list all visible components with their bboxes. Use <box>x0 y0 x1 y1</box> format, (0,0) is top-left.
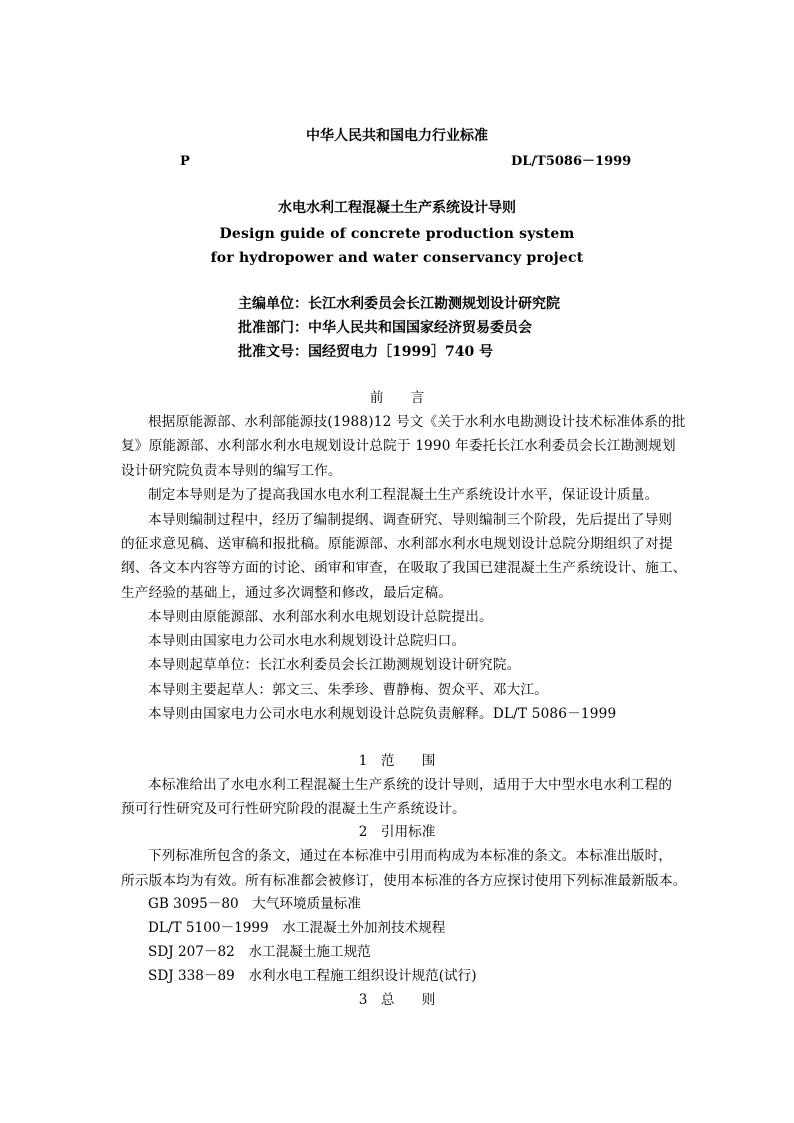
document-title-en-line2: for hydropower and water conservancy project <box>210 250 584 266</box>
foreword-paragraph-3-line-1: 本导则编制过程中，经历了编制提纲、调查研究、导则编制三个阶段，先后提出了导则 <box>148 512 673 528</box>
foreword-paragraph-5: 本导则由国家电力公司水电水利规划设计总院归口。 <box>148 633 466 649</box>
foreword-paragraph-7: 本导则主要起草人：郭文三、朱季珍、曹静梅、贺众平、邓大江。 <box>148 682 549 698</box>
foreword-paragraph-3-line-4: 生产经验的基础上，通过多次调整和修改，最后定稿。 <box>121 585 453 601</box>
reference-item: SDJ 338－89 水利水电工程施工组织设计规范(试行) <box>148 968 477 984</box>
foreword-heading: 前 言 <box>369 390 425 406</box>
reference-item: DL/T 5100－1999 水工混凝土外加剂技术规程 <box>148 920 446 936</box>
foreword-paragraph-1-line-1: 根据原能源部、水利部能源技(1988)12 号文《关于水利水电勘测设计技术标准体系的批 <box>148 414 686 430</box>
foreword-paragraph-1-line-2: 复》原能源部、水利部水利水电规划设计总院于 1990 年委托长江水利委员会长江勘测规划 <box>121 438 676 454</box>
foreword-paragraph-2: 制定本导则是为了提高我国水电水利工程混凝土生产系统设计水平，保证设计质量。 <box>148 487 659 503</box>
foreword-paragraph-6: 本导则起草单位：长江水利委员会长江勘测规划设计研究院。 <box>148 657 521 673</box>
section-3-heading: 3 总 则 <box>358 992 436 1008</box>
standard-number: DL/T5086－1999 <box>511 154 632 169</box>
reference-item: SDJ 207－82 水工混凝土施工规范 <box>148 944 371 960</box>
section-1-heading: 1 范 围 <box>358 753 436 769</box>
classification-code: P <box>180 154 190 169</box>
section-1-line-1: 本标准给出了水电水利工程混凝土生产系统的设计导则，适用于大中型水电水利工程的 <box>148 777 673 793</box>
foreword-paragraph-3-line-3: 纲、各文本内容等方面的讨论、函审和审查，在吸取了我国已建混凝土生产系统设计、施工、 <box>121 560 687 576</box>
foreword-paragraph-3-line-2: 的征求意见稿、送审稿和报批稿。原能源部、水利部水利水电规划设计总院分期组织了对提 <box>121 536 673 552</box>
foreword-paragraph-8: 本导则由国家电力公司水电水利规划设计总院负责解释。DL/T 5086－1999 <box>148 706 617 722</box>
editor-unit: 主编单位：长江水利委员会长江勘测规划设计研究院 <box>238 296 560 312</box>
section-1-line-2: 预可行性研究及可行性研究阶段的混凝土生产系统设计。 <box>121 801 466 817</box>
reference-item: GB 3095－80 大气环境质量标准 <box>148 896 361 912</box>
document-title-en-line1: Design guide of concrete production system <box>219 226 575 242</box>
section-2-line-2: 所示版本均为有效。所有标准都会被修订，使用本标准的各方应探讨使用下列标准最新版本。 <box>121 873 687 889</box>
approval-department: 批准部门：中华人民共和国国家经济贸易委员会 <box>238 320 532 336</box>
standard-category-title: 中华人民共和国电力行业标准 <box>306 128 488 144</box>
foreword-paragraph-1-line-3: 设计研究院负责本导则的编写工作。 <box>121 463 342 479</box>
approval-document-number: 批准文号：国经贸电力［1999］740 号 <box>238 344 494 360</box>
document-title-cn: 水电水利工程混凝土生产系统设计导则 <box>278 200 516 216</box>
section-2-heading: 2 引用标准 <box>358 824 436 840</box>
foreword-paragraph-4: 本导则由原能源部、水利部水利水电规划设计总院提出。 <box>148 609 493 625</box>
section-2-line-1: 下列标准所包含的条文，通过在本标准中引用而构成为本标准的条文。本标准出版时， <box>148 848 673 864</box>
